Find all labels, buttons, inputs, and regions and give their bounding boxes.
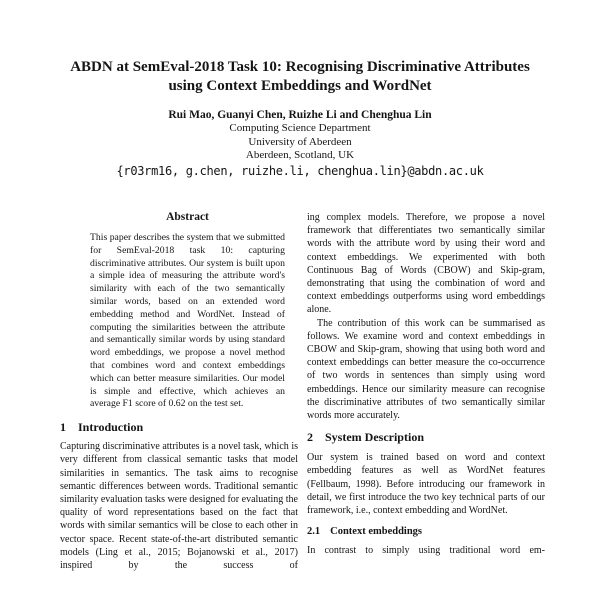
section-number: 2 [307,430,313,445]
abstract-heading: Abstract [166,211,209,223]
affiliation-university: University of Aberdeen [248,135,352,148]
paper-header [0,58,600,178]
paper-title [0,58,600,95]
section-heading-system-description [307,430,545,444]
section-heading-introduction [60,420,298,434]
subsection-title: Context embeddings [330,526,423,538]
left-column [60,205,298,600]
right-column [307,211,545,600]
section-number: 1 [60,420,66,435]
paper-authors: Rui Mao, Guanyi Chen, Ruizhe Li and Chenghua Lin [168,109,432,121]
paper-title-line-1: ABDN at SemEval-2018 Task 10: Recognising Discriminative Attributes [70,59,530,75]
subsection-heading-context-embeddings [307,526,545,538]
section-title: Introduction [78,420,144,435]
author-emails: {r03rm16, g.chen, ruizhe.li, chenghua.lin}@abdn.ac.uk [116,163,484,178]
paper-title-line-2: using Context Embeddings and WordNet [168,77,432,94]
right-column-paragraph-2: The contribution of this work can be summarised as follows. We examine word and context embeddings in CBOW and Skip-gram, showing that using both word and context embeddings can better measure the co-occurrence of two words in sentences than simply using word embeddings. Hence our similarity measure can recognise the discriminative attributes of two semantically similar words more accurately. [307,317,545,422]
context-embeddings-paragraph: In contrast to simply using traditional word em- [307,545,545,557]
system-description-paragraph: Our system is trained based on word and context embedding features as well as WordNet features (Fellbaum, 1998). Before introducing our framework in detail, we first introduce the two key technical parts of our framework, i.e., context embedding and WordNet. [307,452,545,517]
right-column-paragraph-1: ing complex models. Therefore, we propose a novel framework that differentiates two semantically similar words with the attribute word by using their word and context embeddings. We experimented with both Continuous Bag of Words (CBOW) and Skip-gram, demonstrating that using the combination of word and context embeddings outperforms using word embeddings alone. [307,212,545,316]
introduction-paragraph: Capturing discriminative attributes is a novel task, which is very different from classical semantic tasks that model similarities in semantics. The task aims to recognise semantic differences between words. Traditional semantic similarity evaluation tasks were designed for evaluating the quality of word representations based on the fact that words with similar semantics will be close to each other in vector space. Recent state-of-the-art distributed semantic models (Ling et al., 2015; Bojanowski et al., 2017) inspired by the success of [60,441,298,571]
affiliation-location: Aberdeen, Scotland, UK [245,149,355,161]
abstract-text: This paper describes the system that we submitted for SemEval-2018 task 10: capturing discriminative attributes. Our system is built upon a simple idea of measuring the attribute word's similarity with each of the two semantically similar words, based on an extended word embedding method and WordNet. Instead of computing the similarities between the attribute and semantically similar words by using standard word embeddings, we propose a novel method that combines word and context embeddings which can better measure similarities. Our model is simple and effective, which achieves an average F1 score of 0.62 on the test set. [90,232,285,410]
affiliation-department: Computing Science Department [229,122,371,134]
section-title: System Description [325,430,424,445]
subsection-number: 2.1 [307,526,321,538]
